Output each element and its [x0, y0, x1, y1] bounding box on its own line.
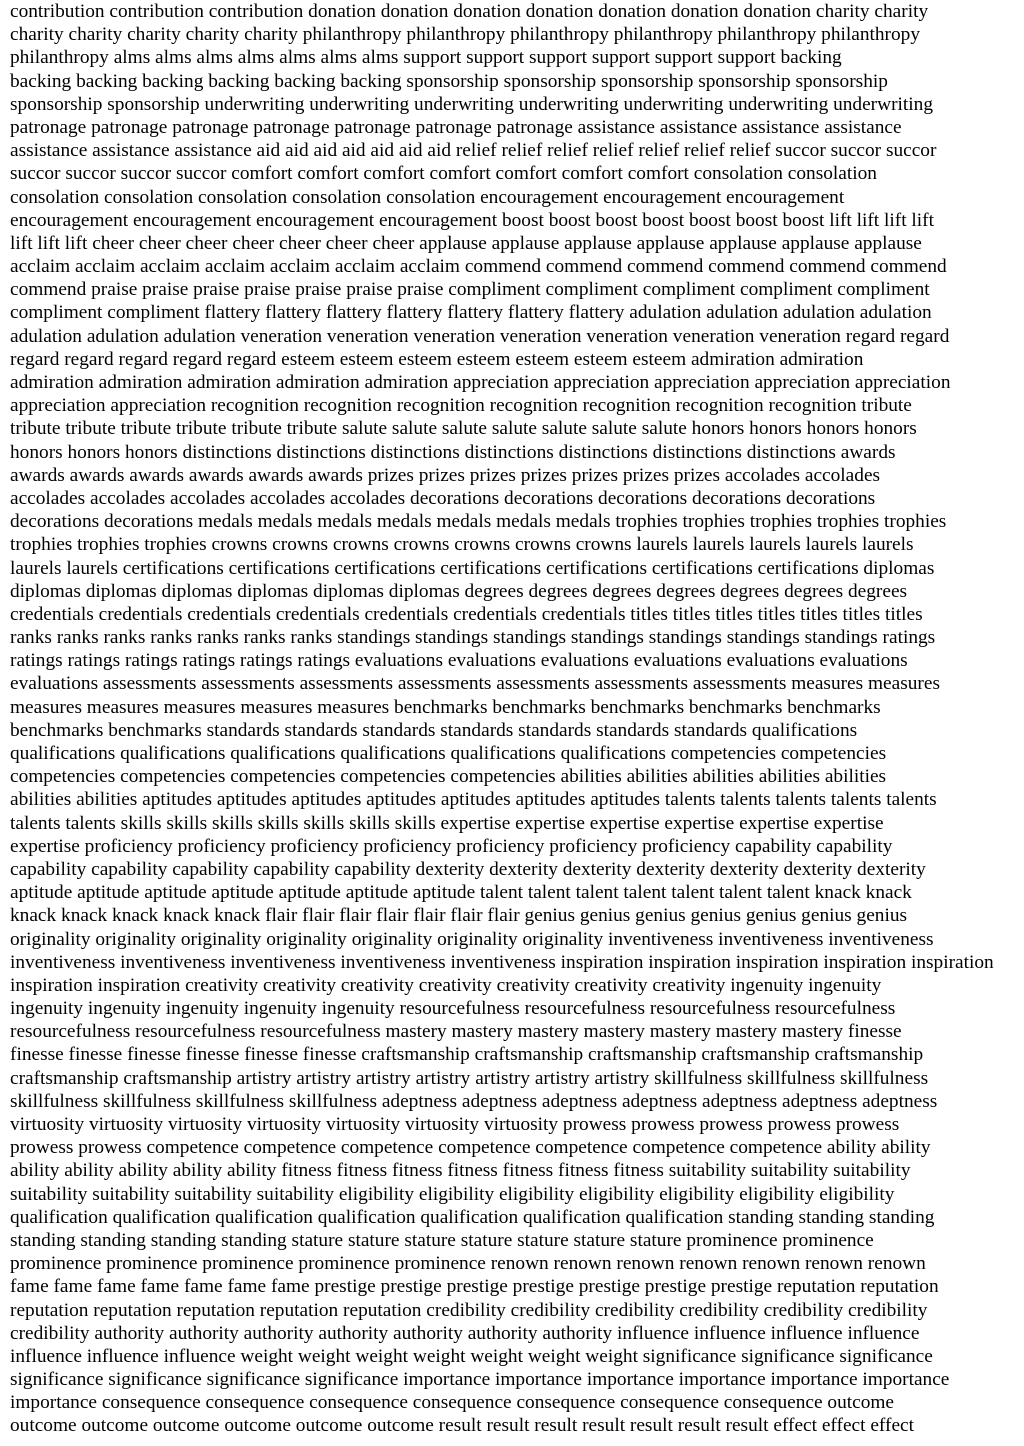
- text-line: abilities abilities aptitudes aptitudes aptitudes aptitudes aptitudes aptitudes aptitudes talents talents talents talents talents: [10, 789, 937, 811]
- text-line: trophies trophies trophies crowns crowns crowns crowns crowns crowns crowns laurels laurels laurels laurels laurels: [10, 534, 914, 556]
- text-line: evaluations assessments assessments assessments assessments assessments assessments assessments measures measures: [10, 673, 940, 695]
- text-line: aptitude aptitude aptitude aptitude aptitude aptitude aptitude talent talent talent talent talent talent talent knack knack: [10, 882, 912, 904]
- text-line: ratings ratings ratings ratings ratings ratings evaluations evaluations evaluations evaluations evaluations evaluations: [10, 650, 908, 672]
- text-line: importance consequence consequence consequence consequence consequence consequence consequence outcome: [10, 1392, 895, 1414]
- text-line: credentials credentials credentials credentials credentials credentials credentials titles titles titles titles titles titles titles: [10, 603, 923, 625]
- text-line: assistance assistance assistance aid aid aid aid aid aid aid relief relief relief relief relief relief relief succor succor succor: [10, 140, 937, 162]
- text-line: originality originality originality originality originality originality originality inventiveness inventiveness inventiveness: [10, 928, 934, 950]
- text-line: succor succor succor succor comfort comfort comfort comfort comfort comfort comfort consolation consolation: [10, 163, 877, 185]
- text-line: tribute tribute tribute tribute tribute tribute salute salute salute salute salute salute salute honors honors honors honors: [10, 418, 917, 440]
- text-line: diplomas diplomas diplomas diplomas diplomas diplomas degrees degrees degrees degrees degrees degrees degrees: [10, 580, 908, 602]
- text-line: backing backing backing backing backing backing sponsorship sponsorship sponsorship sponsorship sponsorship: [10, 70, 888, 92]
- text-line: qualification qualification qualification qualification qualification qualification qualification standing standing standing: [10, 1206, 935, 1228]
- text-line: inspiration inspiration creativity creativity creativity creativity creativity creativity creativity ingenuity ingenuity: [10, 974, 882, 996]
- text-line: standing standing standing standing stature stature stature stature stature stature stature prominence prominence: [10, 1229, 874, 1251]
- text-line: virtuosity virtuosity virtuosity virtuosity virtuosity virtuosity virtuosity prowess prowess prowess prowess prowess: [10, 1114, 900, 1135]
- text-line: ingenuity ingenuity ingenuity ingenuity ingenuity resourcefulness resourcefulness resourcefulness resourcefulness: [10, 998, 896, 1020]
- text-line: laurels laurels certifications certifications certifications certifications certifications certifications certifications diplomas: [10, 557, 935, 579]
- text-line: craftsmanship craftsmanship artistry artistry artistry artistry artistry artistry artistry skillfulness skillfulness skillfulness: [10, 1067, 929, 1089]
- text-line: reputation reputation reputation reputation reputation credibility credibility credibility credibility credibility credibility: [10, 1299, 928, 1321]
- text-line: charity charity charity charity charity philanthropy philanthropy philanthropy philanthropy philanthropy philanthropy: [10, 24, 921, 46]
- text-line: resourcefulness resourcefulness resourcefulness mastery mastery mastery mastery mastery mastery mastery finesse: [10, 1021, 902, 1043]
- text-line: expertise proficiency proficiency proficiency proficiency proficiency proficiency proficiency capability capability: [10, 835, 893, 857]
- text-line: prowess prowess competence competence competence competence competence competence competence ability ability: [10, 1137, 931, 1159]
- text-line: sponsorship sponsorship underwriting underwriting underwriting underwriting underwriting underwriting underwriting: [10, 93, 933, 115]
- text-line: honors honors honors distinctions distinctions distinctions distinctions distinctions distinctions distinctions awards: [10, 441, 896, 463]
- text-line: awards awards awards awards awards awards prizes prizes prizes prizes prizes prizes prizes accolades accolades: [10, 464, 881, 486]
- text-line: capability capability capability capability capability dexterity dexterity dexterity dexterity dexterity dexterity dexterity: [10, 858, 926, 880]
- text-line: competencies competencies competencies competencies competencies abilities abilities abilities abilities abilities: [10, 766, 887, 788]
- text-line: regard regard regard regard regard esteem esteem esteem esteem esteem esteem esteem admiration admiration: [10, 348, 864, 370]
- text-line: influence influence influence weight weight weight weight weight weight weight significance significance significance: [10, 1345, 933, 1367]
- text-line: fame fame fame fame fame fame fame prestige prestige prestige prestige prestige prestige prestige reputation reputation: [10, 1276, 939, 1298]
- text-line: adulation adulation adulation veneration veneration veneration veneration veneration veneration veneration regard regard: [10, 325, 950, 347]
- text-line: skillfulness skillfulness skillfulness skillfulness adeptness adeptness adeptness adeptness adeptness adeptness adeptness: [10, 1090, 938, 1112]
- text-line: qualifications qualifications qualifications qualifications qualifications qualifications competencies competencies: [10, 743, 887, 764]
- text-line: lift lift lift cheer cheer cheer cheer cheer cheer cheer applause applause applause applause applause applause applause: [10, 232, 922, 254]
- text-line: consolation consolation consolation consolation consolation encouragement encouragement encouragement: [10, 186, 845, 208]
- text-line: decorations decorations medals medals medals medals medals medals medals trophies trophies trophies trophies trophies: [10, 511, 947, 533]
- text-line: finesse finesse finesse finesse finesse finesse craftsmanship craftsmanship craftsmanship craftsmanship craftsmanship: [10, 1044, 924, 1066]
- text-line: outcome outcome outcome outcome outcome outcome result result result result result result result effect effect effect: [10, 1415, 915, 1437]
- text-line: credibility authority authority authority authority authority authority authority influence influence influence influence: [10, 1322, 920, 1344]
- text-line: significance significance significance significance importance importance importance importance importance importance: [10, 1369, 950, 1391]
- text-line: admiration admiration admiration admiration admiration appreciation appreciation appreciation appreciation appreciation: [10, 372, 951, 393]
- text-line: appreciation appreciation recognition recognition recognition recognition recognition recognition recognition tribute: [10, 395, 912, 417]
- text-line: acclaim acclaim acclaim acclaim acclaim acclaim acclaim commend commend commend commend commend commend: [10, 256, 947, 278]
- text-line: contribution contribution contribution donation donation donation donation donation donation donation charity charity: [10, 1, 929, 22]
- text-line: philanthropy alms alms alms alms alms alms alms support support support support support support backing: [10, 47, 842, 69]
- text-line: patronage patronage patronage patronage patronage patronage patronage assistance assistance assistance assistance: [10, 116, 902, 138]
- text-line: knack knack knack knack knack flair flair flair flair flair flair flair genius genius genius genius genius genius genius: [10, 905, 908, 927]
- text-line: prominence prominence prominence prominence prominence renown renown renown renown renown renown renown: [10, 1253, 926, 1275]
- text-line: compliment compliment flattery flattery flattery flattery flattery flattery flattery adulation adulation adulation adulation: [10, 302, 932, 324]
- text-line: measures measures measures measures measures benchmarks benchmarks benchmarks benchmarks benchmarks: [10, 696, 881, 718]
- text-line: ability ability ability ability ability fitness fitness fitness fitness fitness fitness fitness suitability suitability suitability: [10, 1160, 911, 1182]
- text-line: talents talents skills skills skills skills skills skills skills expertise expertise expertise expertise expertise expertise: [10, 812, 884, 834]
- text-line: encouragement encouragement encouragement encouragement boost boost boost boost boost boost boost lift lift lift lift: [10, 209, 934, 231]
- text-line: ranks ranks ranks ranks ranks ranks ranks standings standings standings standings standings standings standings ratings: [10, 627, 936, 649]
- document-page: [10, 0, 1020, 1446]
- text-line: accolades accolades accolades accolades accolades decorations decorations decorations decorations decorations: [10, 487, 876, 509]
- text-line: inventiveness inventiveness inventiveness inventiveness inventiveness inspiration inspiration inspiration inspiration inspiration: [10, 951, 994, 973]
- text-line: commend praise praise praise praise praise praise praise compliment compliment compliment compliment compliment: [10, 279, 930, 301]
- text-line: suitability suitability suitability suitability eligibility eligibility eligibility eligibility eligibility eligibility eligibility: [10, 1183, 895, 1205]
- text-line: benchmarks benchmarks standards standards standards standards standards standards standards qualifications: [10, 719, 858, 741]
